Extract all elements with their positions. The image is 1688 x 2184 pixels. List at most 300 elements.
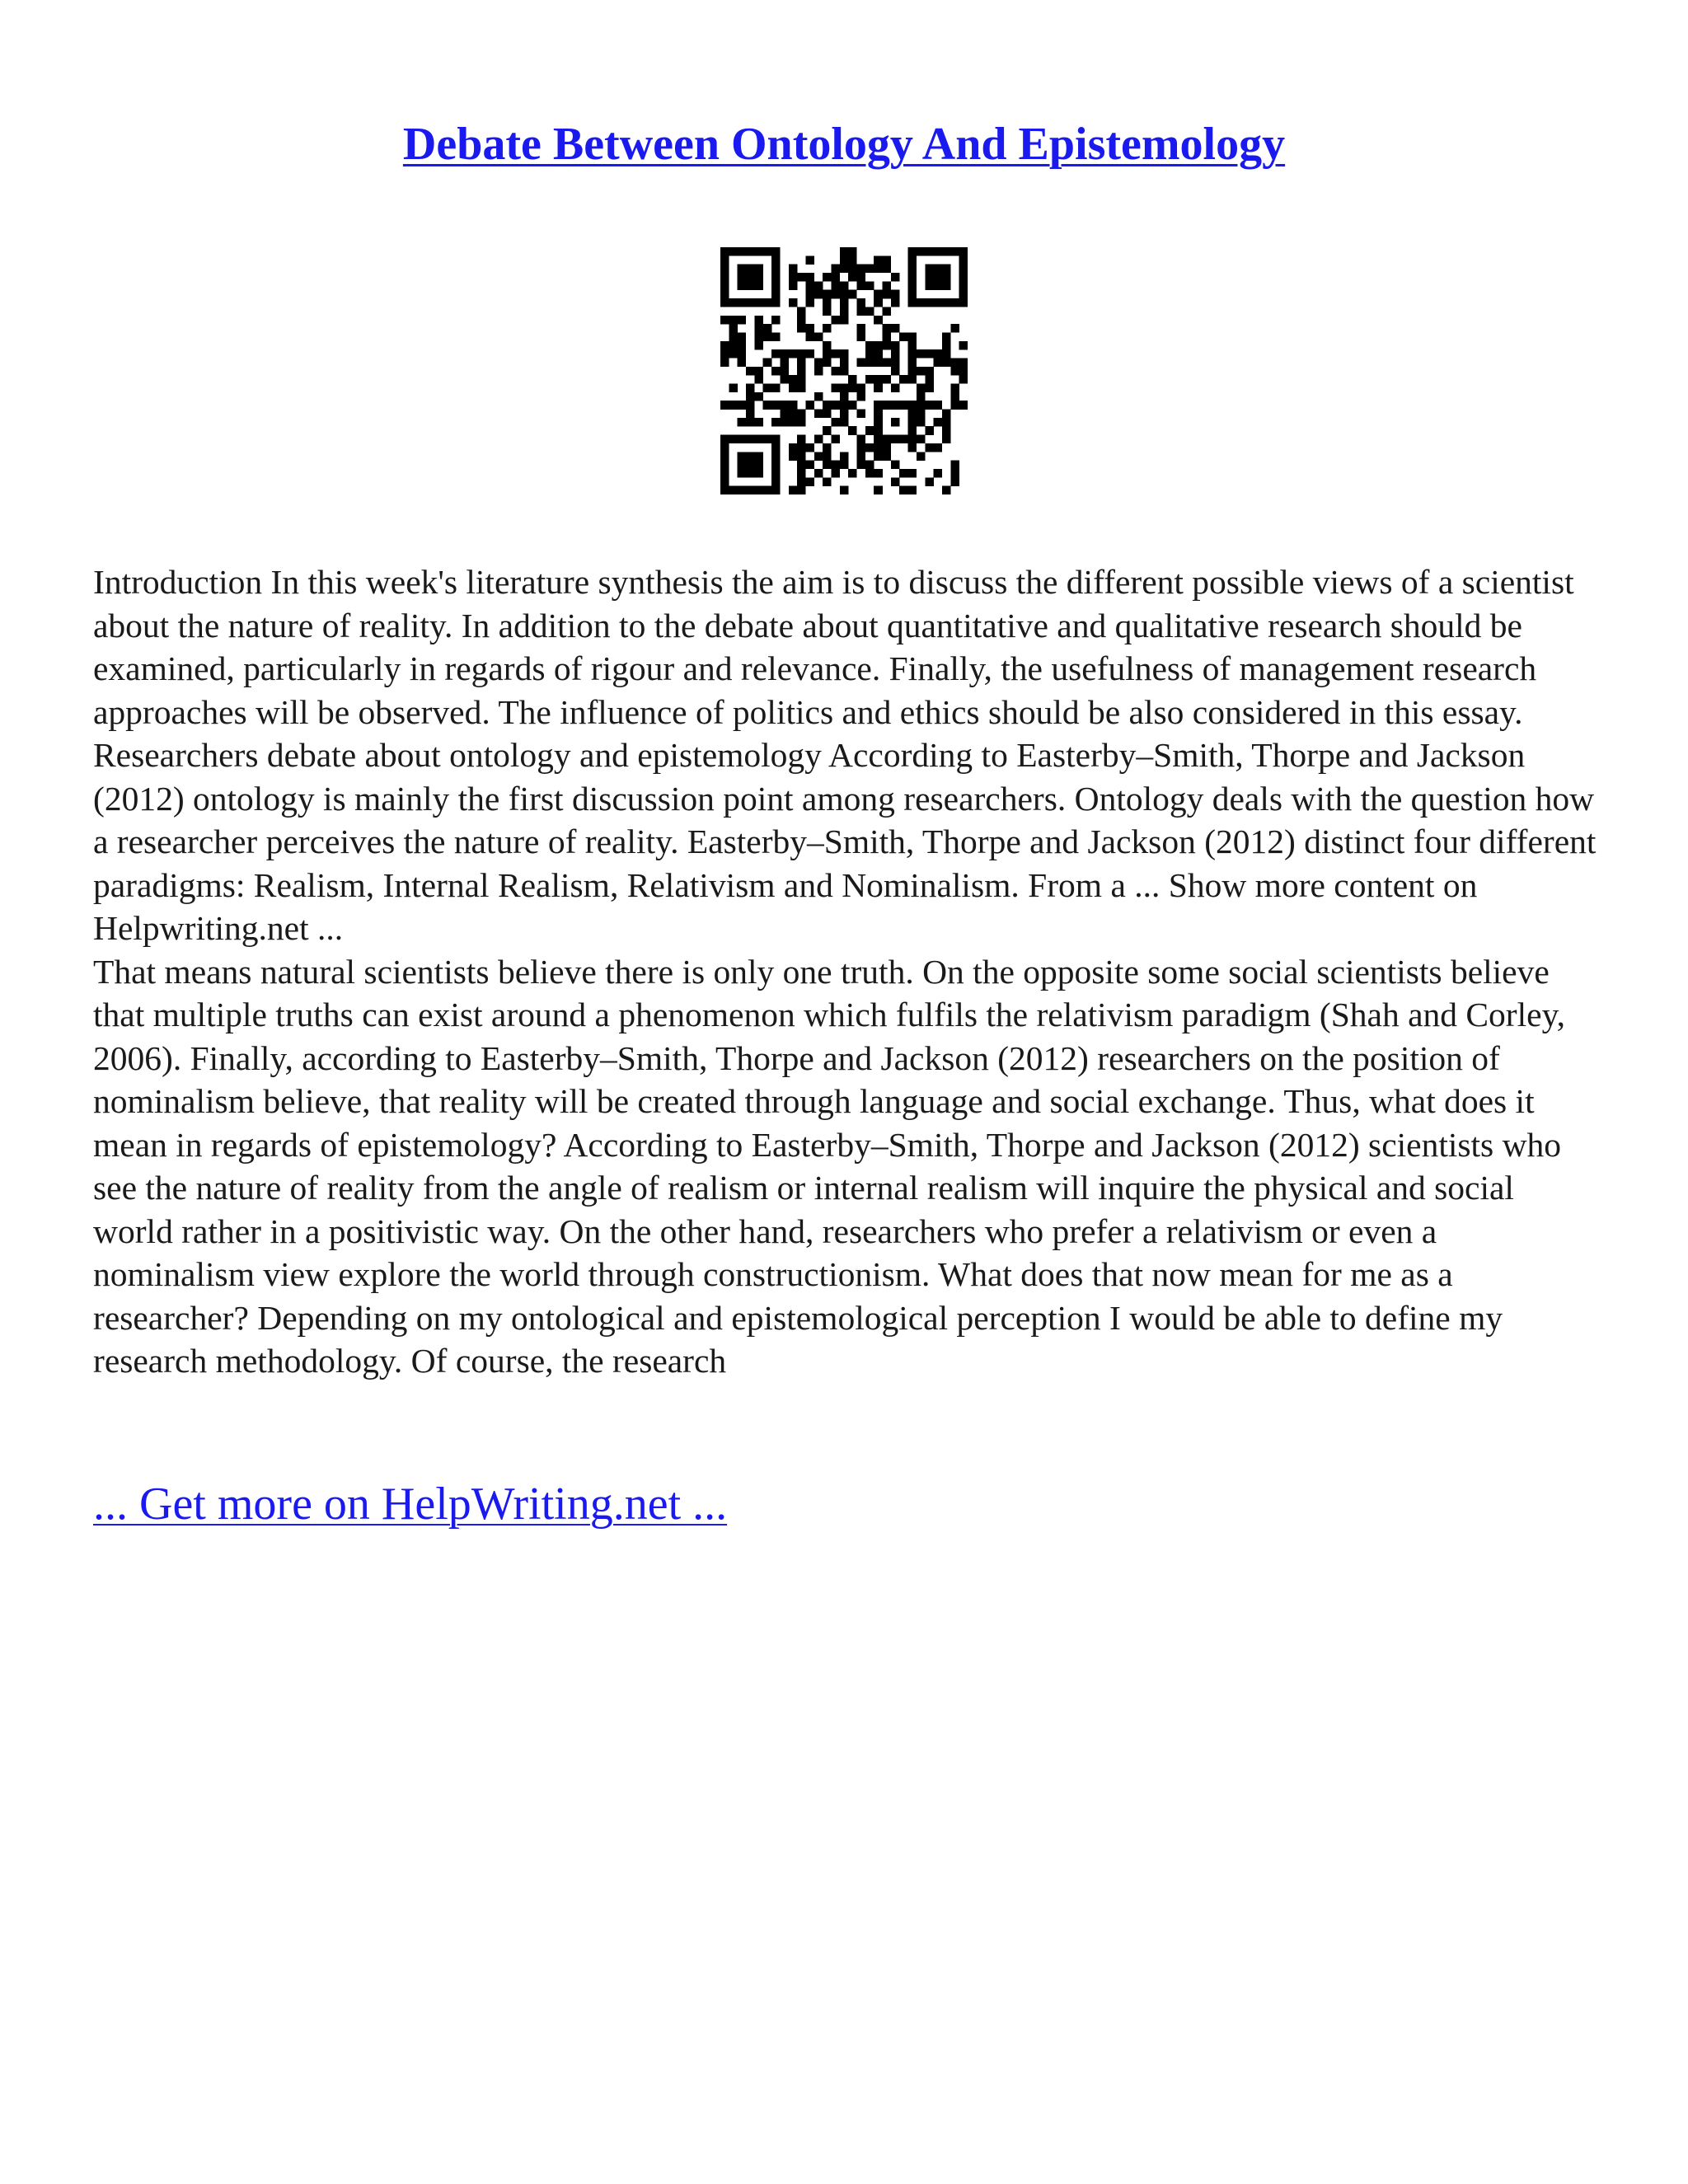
qr-module xyxy=(883,307,892,316)
qr-module xyxy=(797,349,806,359)
qr-module xyxy=(925,349,934,359)
qr-module xyxy=(729,435,738,444)
qr-module xyxy=(754,435,763,444)
qr-module xyxy=(934,418,943,427)
qr-module xyxy=(729,341,738,350)
qr-module xyxy=(797,358,806,367)
qr-module xyxy=(874,316,883,325)
qr-module xyxy=(899,375,908,384)
qr-module xyxy=(959,358,968,367)
qr-module xyxy=(874,255,883,265)
qr-module xyxy=(848,273,857,282)
qr-module xyxy=(780,401,789,410)
qr-module xyxy=(908,443,917,452)
qr-module xyxy=(720,290,729,299)
qr-module xyxy=(729,384,738,393)
qr-module xyxy=(797,375,806,384)
qr-module xyxy=(934,349,943,359)
qr-module xyxy=(959,281,968,290)
qr-module xyxy=(848,401,857,410)
qr-module xyxy=(925,273,934,282)
qr-module xyxy=(865,265,874,274)
qr-module xyxy=(814,392,823,401)
qr-module xyxy=(823,273,832,282)
qr-module xyxy=(823,426,832,435)
qr-module xyxy=(891,358,900,367)
qr-module xyxy=(865,281,874,290)
title-link[interactable]: Debate Between Ontology And Epistemology xyxy=(402,119,1286,170)
qr-module xyxy=(908,435,917,444)
qr-module xyxy=(899,401,908,410)
qr-module xyxy=(883,341,892,350)
qr-module xyxy=(797,273,806,282)
qr-module xyxy=(934,298,943,307)
qr-module xyxy=(891,384,900,393)
qr-module xyxy=(840,461,849,470)
get-more-link[interactable]: ... Get more on HelpWriting.net ... xyxy=(93,1479,728,1530)
qr-module xyxy=(771,443,781,452)
qr-module xyxy=(754,375,763,384)
qr-module xyxy=(917,298,926,307)
qr-module xyxy=(754,486,763,494)
qr-module xyxy=(805,332,814,341)
qr-module xyxy=(831,469,840,478)
qr-module xyxy=(771,349,781,359)
qr-module xyxy=(848,469,857,478)
qr-module xyxy=(814,435,823,444)
qr-module xyxy=(797,486,806,494)
qr-module xyxy=(831,349,840,359)
qr-module xyxy=(891,435,900,444)
qr-module xyxy=(754,281,763,290)
qr-module xyxy=(865,461,874,470)
qr-module xyxy=(763,358,772,367)
article-body xyxy=(93,560,1597,1383)
qr-module xyxy=(857,435,866,444)
qr-module xyxy=(917,349,926,359)
qr-module xyxy=(908,298,917,307)
qr-module xyxy=(823,341,832,350)
qr-module xyxy=(840,410,849,419)
qr-module xyxy=(814,281,823,290)
qr-module xyxy=(771,477,781,486)
qr-module xyxy=(720,461,729,470)
qr-module xyxy=(899,332,908,341)
qr-module xyxy=(720,469,729,478)
qr-module xyxy=(805,443,814,452)
qr-module xyxy=(823,461,832,470)
qr-module xyxy=(857,324,866,333)
qr-module xyxy=(780,375,789,384)
qr-module xyxy=(883,324,892,333)
qr-module xyxy=(891,290,900,299)
qr-module xyxy=(857,392,866,401)
qr-module xyxy=(746,367,755,376)
qr-module xyxy=(942,298,951,307)
qr-module xyxy=(805,298,814,307)
qr-module xyxy=(805,477,814,486)
qr-module xyxy=(771,265,781,274)
qr-module xyxy=(805,324,814,333)
qr-module xyxy=(771,469,781,478)
qr-module xyxy=(720,443,729,452)
qr-module xyxy=(729,332,738,341)
qr-module xyxy=(797,452,806,461)
qr-module xyxy=(950,367,959,376)
qr-module xyxy=(738,332,747,341)
paragraph-1: Introduction In this week's literature synthesis the aim is to discuss the different possible views of a scientist about the nature of reality. In addition to the debate about quantitative and qualitative research should be examined, particularly in regards of rigour and relevance. Finally, the usefulness of management research approaches will be observed. The influence of politics and ethics should be also considered in this essay. Researchers debate about ontology and epistemology According to Easterby–Smith, Thorpe and Jackson (2012) ontology is mainly the first discussion point among researchers. Ontology deals with the question how a researcher perceives the nature of reality. Easterby–Smith, Thorpe and Jackson (2012) distinct four different paradigms: Realism, Internal Realism, Relativism and Nominalism. From a ... Show more content on Helpwriting.net ... xyxy=(93,563,1597,947)
qr-module xyxy=(754,469,763,478)
qr-module xyxy=(848,247,857,256)
qr-module xyxy=(908,367,917,376)
qr-module xyxy=(771,290,781,299)
qr-module xyxy=(729,349,738,359)
qr-module xyxy=(942,247,951,256)
qr-module xyxy=(857,461,866,470)
qr-code-image xyxy=(720,247,968,494)
qr-module xyxy=(738,349,747,359)
qr-module xyxy=(840,247,849,256)
qr-module xyxy=(908,290,917,299)
qr-module xyxy=(934,443,943,452)
qr-module xyxy=(789,443,798,452)
qr-module xyxy=(831,384,840,393)
qr-module xyxy=(925,426,934,435)
qr-module xyxy=(754,247,763,256)
qr-module xyxy=(874,290,883,299)
qr-module xyxy=(738,281,747,290)
qr-module xyxy=(831,435,840,444)
qr-module xyxy=(908,281,917,290)
qr-module xyxy=(823,410,832,419)
qr-module xyxy=(771,255,781,265)
qr-module xyxy=(729,316,738,325)
qr-module xyxy=(763,247,772,256)
qr-module xyxy=(771,461,781,470)
qr-module xyxy=(942,273,951,282)
qr-module xyxy=(917,435,926,444)
qr-module xyxy=(950,401,959,410)
qr-module xyxy=(738,435,747,444)
qr-module xyxy=(917,410,926,419)
qr-module xyxy=(738,316,747,325)
qr-module xyxy=(891,477,900,486)
qr-module xyxy=(754,273,763,282)
qr-module xyxy=(831,461,840,470)
qr-module xyxy=(908,469,917,478)
qr-module xyxy=(942,332,951,341)
qr-module xyxy=(908,401,917,410)
qr-module xyxy=(942,358,951,367)
qr-module xyxy=(874,469,883,478)
qr-module xyxy=(754,316,763,325)
qr-module xyxy=(831,273,840,282)
qr-module xyxy=(865,375,874,384)
qr-module xyxy=(925,265,934,274)
qr-module xyxy=(814,358,823,367)
qr-module xyxy=(746,247,755,256)
qr-module xyxy=(823,477,832,486)
qr-module xyxy=(874,452,883,461)
qr-module xyxy=(891,324,900,333)
qr-module xyxy=(720,401,729,410)
qr-module xyxy=(857,307,866,316)
qr-module xyxy=(763,401,772,410)
qr-module xyxy=(823,324,832,333)
qr-module xyxy=(950,477,959,486)
qr-module xyxy=(797,435,806,444)
qr-module xyxy=(738,298,747,307)
qr-module xyxy=(720,486,729,494)
qr-module xyxy=(805,273,814,282)
qr-module xyxy=(840,452,849,461)
qr-module xyxy=(831,367,840,376)
qr-module xyxy=(840,316,849,325)
qr-module xyxy=(883,452,892,461)
qr-module xyxy=(797,384,806,393)
qr-module xyxy=(789,401,798,410)
qr-module xyxy=(754,332,763,341)
qr-module xyxy=(720,341,729,350)
qr-module xyxy=(959,298,968,307)
qr-module xyxy=(771,273,781,282)
qr-module xyxy=(720,255,729,265)
qr-module xyxy=(950,384,959,393)
qr-module xyxy=(771,332,781,341)
qr-module xyxy=(789,410,798,419)
qr-module xyxy=(908,265,917,274)
qr-module xyxy=(959,401,968,410)
qr-module xyxy=(874,375,883,384)
qr-module xyxy=(814,367,823,376)
qr-module xyxy=(908,426,917,435)
qr-module xyxy=(797,461,806,470)
qr-module xyxy=(857,358,866,367)
qr-module xyxy=(950,461,959,470)
qr-module xyxy=(823,290,832,299)
qr-module xyxy=(738,273,747,282)
qr-module xyxy=(746,469,755,478)
qr-module xyxy=(814,290,823,299)
qr-module xyxy=(746,298,755,307)
qr-module xyxy=(729,324,738,333)
qr-module xyxy=(857,452,866,461)
qr-module xyxy=(771,298,781,307)
qr-module xyxy=(874,426,883,435)
qr-module xyxy=(925,477,934,486)
qr-module xyxy=(874,298,883,307)
qr-module xyxy=(857,384,866,393)
qr-module xyxy=(831,265,840,274)
qr-module xyxy=(959,290,968,299)
qr-module xyxy=(840,367,849,376)
qr-module xyxy=(917,418,926,427)
qr-module xyxy=(934,273,943,282)
qr-module xyxy=(874,349,883,359)
qr-module xyxy=(771,316,781,325)
qr-module xyxy=(738,469,747,478)
qr-module xyxy=(738,461,747,470)
qr-module xyxy=(908,341,917,350)
qr-module xyxy=(763,298,772,307)
qr-module xyxy=(942,418,951,427)
qr-module xyxy=(950,392,959,401)
qr-module xyxy=(771,367,781,376)
get-more-link-container xyxy=(93,1475,727,1533)
qr-module xyxy=(754,341,763,350)
qr-module xyxy=(883,358,892,367)
qr-module xyxy=(729,401,738,410)
qr-module xyxy=(874,341,883,350)
qr-module xyxy=(789,265,798,274)
qr-module xyxy=(891,367,900,376)
qr-module xyxy=(823,307,832,316)
qr-module xyxy=(874,384,883,393)
qr-module xyxy=(925,298,934,307)
qr-module xyxy=(840,265,849,274)
qr-module xyxy=(771,418,781,427)
qr-module xyxy=(848,255,857,265)
qr-module xyxy=(917,367,926,376)
qr-module xyxy=(823,349,832,359)
qr-module xyxy=(840,392,849,401)
qr-module xyxy=(754,461,763,470)
qr-module xyxy=(865,469,874,478)
qr-module xyxy=(874,443,883,452)
qr-module xyxy=(950,298,959,307)
qr-module xyxy=(771,384,781,393)
qr-module xyxy=(942,486,951,494)
qr-module xyxy=(797,307,806,316)
qr-module xyxy=(831,401,840,410)
qr-module xyxy=(891,401,900,410)
qr-module xyxy=(789,486,798,494)
qr-module xyxy=(738,418,747,427)
qr-module xyxy=(797,367,806,376)
qr-module xyxy=(917,401,926,410)
qr-module xyxy=(720,281,729,290)
qr-module xyxy=(814,452,823,461)
qr-module xyxy=(720,273,729,282)
qr-module xyxy=(840,384,849,393)
qr-module xyxy=(891,298,900,307)
qr-module xyxy=(840,349,849,359)
qr-module xyxy=(763,435,772,444)
qr-module xyxy=(934,469,943,478)
qr-module xyxy=(925,401,934,410)
qr-module xyxy=(959,367,968,376)
qr-module xyxy=(840,298,849,307)
qr-module xyxy=(942,341,951,350)
qr-module xyxy=(720,349,729,359)
qr-module xyxy=(908,486,917,494)
qr-module xyxy=(789,298,798,307)
qr-module xyxy=(950,247,959,256)
qr-module xyxy=(840,307,849,316)
qr-module xyxy=(720,358,729,367)
qr-module xyxy=(814,469,823,478)
qr-module xyxy=(874,265,883,274)
qr-module xyxy=(831,281,840,290)
qr-module xyxy=(831,316,840,325)
qr-module xyxy=(848,290,857,299)
qr-module xyxy=(797,410,806,419)
qr-module xyxy=(814,410,823,419)
qr-module xyxy=(942,281,951,290)
qr-module xyxy=(738,341,747,350)
qr-module xyxy=(780,367,789,376)
qr-module xyxy=(934,281,943,290)
qr-module xyxy=(908,273,917,282)
qr-module xyxy=(814,332,823,341)
qr-module xyxy=(797,469,806,478)
qr-module xyxy=(780,418,789,427)
qr-module xyxy=(746,273,755,282)
qr-module xyxy=(934,247,943,256)
qr-module xyxy=(883,375,892,384)
qr-module xyxy=(908,358,917,367)
qr-module xyxy=(771,247,781,256)
qr-module xyxy=(746,281,755,290)
qr-module xyxy=(805,290,814,299)
qr-module xyxy=(874,486,883,494)
qr-module xyxy=(857,410,866,419)
qr-module xyxy=(925,375,934,384)
qr-module xyxy=(942,426,951,435)
qr-module xyxy=(780,349,789,359)
qr-module xyxy=(746,410,755,419)
qr-module xyxy=(908,375,917,384)
qr-module xyxy=(789,273,798,282)
qr-module xyxy=(848,384,857,393)
qr-module xyxy=(891,418,900,427)
qr-module xyxy=(729,247,738,256)
qr-module xyxy=(917,247,926,256)
qr-module xyxy=(950,469,959,478)
qr-module xyxy=(720,477,729,486)
qr-module xyxy=(917,452,926,461)
qr-module xyxy=(831,418,840,427)
qr-module xyxy=(874,401,883,410)
paragraph-2: That means natural scientists believe there is only one truth. On the opposite some social scientists believe that multiple truths can exist around a phenomenon which fulfils the relativism paradigm (Shah and Corley, 2006). Finally, according to Easterby–Smith, Thorpe and Jackson (2012) researchers on the position of nominalism believe, that reality will be created through language and social exchange. Thus, what does it mean in regards of epistemology? According to Easterby–Smith, Thorpe and Jackson (2012) scientists who see the nature of reality from the angle of realism or internal realism will inquire the physical and social world rather in a positivistic way. On the other hand, researchers who prefer a relativism or even a nominalism view explore the world through constructionism. What does that now mean for me as a researcher? Depending on my ontological and epistemological perception I would be able to define my research methodology. Of course, the research xyxy=(93,952,1565,1380)
qr-module xyxy=(891,341,900,350)
qr-module xyxy=(899,469,908,478)
qr-module xyxy=(848,375,857,384)
qr-module xyxy=(763,384,772,393)
qr-module xyxy=(738,486,747,494)
qr-code-graphic xyxy=(720,247,968,494)
qr-module xyxy=(746,452,755,461)
qr-module xyxy=(874,418,883,427)
page-title xyxy=(0,115,1688,173)
qr-module xyxy=(754,452,763,461)
qr-module xyxy=(805,401,814,410)
qr-module xyxy=(720,298,729,307)
qr-module xyxy=(857,281,866,290)
qr-module xyxy=(874,435,883,444)
qr-module xyxy=(763,324,772,333)
qr-module xyxy=(746,418,755,427)
qr-module xyxy=(823,443,832,452)
qr-module xyxy=(942,349,951,359)
qr-module xyxy=(729,486,738,494)
qr-module xyxy=(934,265,943,274)
qr-module xyxy=(805,461,814,470)
qr-module xyxy=(891,273,900,282)
qr-module xyxy=(950,324,959,333)
qr-module xyxy=(925,443,934,452)
qr-module xyxy=(738,358,747,367)
